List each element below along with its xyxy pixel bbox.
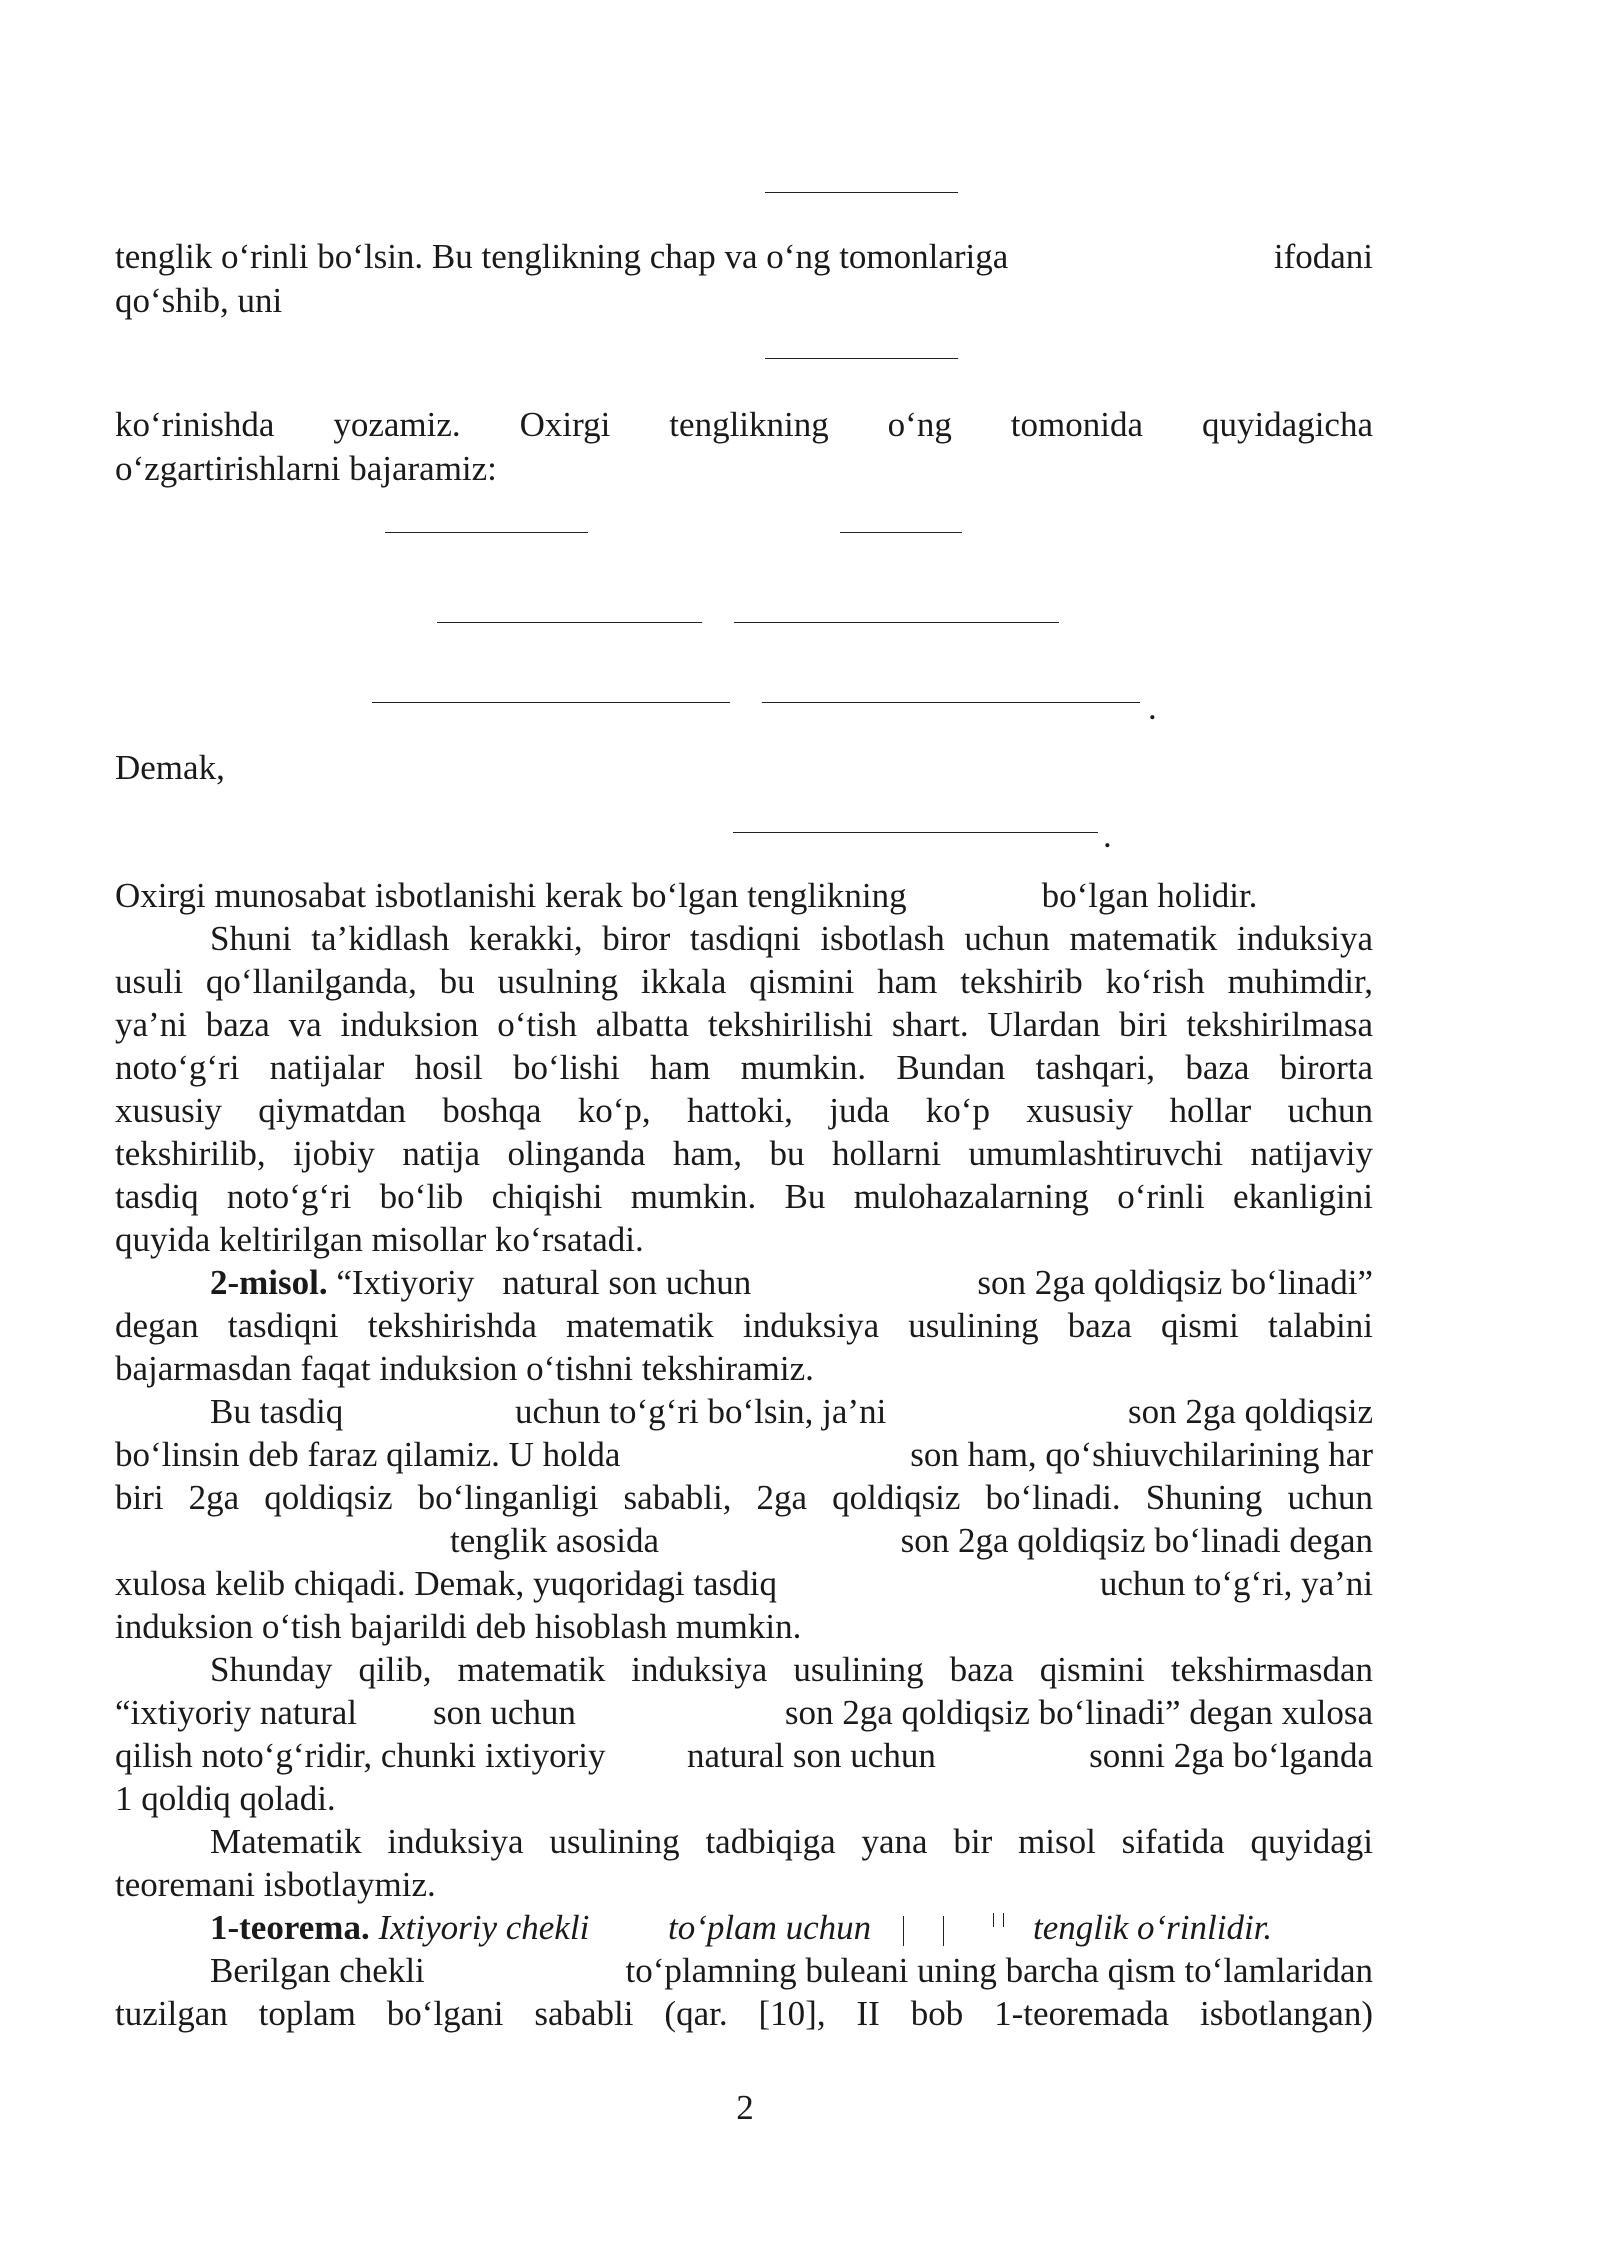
text-span: to‘plam uchun	[668, 1908, 872, 1947]
text-span: o‘zgartirishlarni bajaramiz:	[115, 449, 497, 488]
text-line	[115, 1476, 1373, 1519]
fraction-bar	[734, 622, 1059, 623]
text-line	[115, 746, 1373, 789]
period-mark: .	[1103, 816, 1112, 855]
text-span: 1 qoldiq qoladi.	[115, 1779, 336, 1818]
text-span: tasdiq noto‘g‘ri bo‘lib chiqishi mumkin. Bu mulohazalarning o‘rinli ekanligini	[115, 1177, 1373, 1216]
text-span: ifodani	[1273, 237, 1373, 276]
text-line	[115, 1218, 1373, 1261]
text-span: ko‘rinishda yozamiz. Oxirgi tenglikning o‘ng tomonida quyidagicha	[115, 405, 1373, 444]
text-span: son uchun	[433, 1693, 576, 1732]
text-line	[115, 1132, 1373, 1175]
text-span: son 2ga qoldiqsiz bo‘linadi”	[977, 1263, 1373, 1302]
fraction-bar	[437, 622, 702, 623]
text-span: noto‘g‘ri natijalar hosil bo‘lishi ham mumkin. Bundan tashqari, baza birorta	[115, 1048, 1373, 1087]
text-span: tenglik o‘rinli bo‘lsin. Bu tenglikning chap va o‘ng tomonlariga	[115, 237, 1009, 276]
period-mark: .	[1148, 688, 1157, 727]
text-span: teoremani isbotlaymiz.	[115, 1865, 436, 1904]
text-line	[115, 1304, 1373, 1347]
fraction-bar	[765, 358, 958, 359]
text-line	[115, 1175, 1373, 1218]
text-span: “ixtiyoriy natural	[115, 1693, 358, 1732]
text-line	[115, 1863, 1373, 1906]
text-span: xususiy qiymatdan boshqa ko‘p, hattoki, juda ko‘p xususiy hollar uchun	[115, 1091, 1373, 1130]
text-span: Matematik induksiya usulining tadbiqiga yana bir misol sifatida quyidagi	[210, 1822, 1373, 1861]
text-line	[115, 1433, 1373, 1476]
text-span: tuzilgan toplam bo‘lgani sababli (qar. [10], II bob 1-teoremada isbotlangan)	[115, 1994, 1373, 2033]
text-span: tekshirilib, ijobiy natija olinganda ham, bu hollarni umumlashtiruvchi natijaviy	[115, 1134, 1373, 1173]
text-span: son 2ga qoldiqsiz	[1128, 1392, 1373, 1431]
text-span: sonni 2ga bo‘lganda	[1089, 1736, 1373, 1775]
fraction-bar	[385, 532, 588, 533]
text-line	[210, 1820, 1373, 1863]
fraction-bar	[840, 532, 962, 533]
text-span: Demak,	[115, 748, 225, 787]
text-line	[115, 1605, 1373, 1648]
text-span: xulosa kelib chiqadi. Demak, yuqoridagi tasdiq	[115, 1564, 777, 1603]
fraction-bar	[372, 702, 730, 703]
text-span: uchun to‘g‘ri, ya’ni	[1099, 1564, 1373, 1603]
fraction-bar	[762, 702, 1140, 703]
text-span: “Ixtiyoriy	[336, 1263, 475, 1302]
text-span: Ixtiyoriy chekli	[378, 1908, 590, 1947]
text-span: bo‘linsin deb faraz qilamiz. U holda	[115, 1435, 621, 1474]
example-label: 2-misol.	[210, 1263, 328, 1302]
text-line	[115, 1046, 1373, 1089]
text-line	[210, 1261, 1373, 1304]
abs-bar	[993, 1913, 994, 1927]
text-span: son 2ga qoldiqsiz bo‘linadi degan	[900, 1521, 1373, 1560]
fraction-bar	[765, 192, 958, 193]
theorem-label: 1-teorema.	[210, 1908, 370, 1947]
text-span: son 2ga qoldiqsiz bo‘linadi” degan xulosa	[784, 1693, 1373, 1732]
text-line	[115, 1992, 1373, 2035]
text-line	[210, 917, 1373, 960]
text-line	[115, 447, 1373, 490]
text-line	[115, 1347, 1373, 1390]
text-span: qo‘shib, uni	[115, 281, 283, 320]
fraction-bar	[733, 832, 1098, 833]
text-span: bo‘lgan holidir.	[1041, 876, 1258, 915]
text-line	[115, 279, 1373, 322]
text-line	[115, 403, 1373, 446]
text-span: quyida keltirilgan misollar ko‘rsatadi.	[115, 1220, 644, 1259]
text-span: tenglik o‘rinlidir.	[1033, 1908, 1273, 1947]
text-line	[210, 1949, 1373, 1992]
text-span: natural son uchun	[502, 1263, 752, 1302]
text-span: degan tasdiqni tekshirishda matematik induksiya usulining baza qismi talabini	[115, 1306, 1373, 1345]
text-span: tenglik asosida	[450, 1521, 659, 1560]
text-line	[210, 1390, 1373, 1433]
text-line	[115, 1003, 1373, 1046]
text-span: Shunday qilib, matematik induksiya usulining baza qismini tekshirmasdan	[210, 1650, 1373, 1689]
text-span: Berilgan chekli	[210, 1951, 425, 1990]
abs-bar	[903, 1916, 904, 1946]
text-span: qilish noto‘g‘ridir, chunki ixtiyoriy	[115, 1736, 606, 1775]
text-line	[115, 874, 1373, 917]
text-span: uchun to‘g‘ri bo‘lsin, ja’ni	[515, 1392, 887, 1431]
abs-bar	[943, 1916, 944, 1946]
text-line	[210, 1648, 1373, 1691]
text-span: natural son uchun	[687, 1736, 936, 1775]
text-line	[210, 1906, 1373, 1949]
text-span: Bu tasdiq	[210, 1392, 344, 1431]
text-span: usuli qo‘llanilganda, bu usulning ikkala qismini ham tekshirib ko‘rish muhimdir,	[115, 962, 1373, 1001]
page-number: 2	[736, 2088, 754, 2127]
text-span: Shuni ta’kidlash kerakki, biror tasdiqni isbotlash uchun matematik induksiya	[210, 919, 1373, 958]
abs-bar	[1003, 1913, 1004, 1927]
text-line	[115, 960, 1373, 1003]
text-line	[115, 1089, 1373, 1132]
text-span: Oxirgi munosabat isbotlanishi kerak bo‘lgan tenglikning	[115, 876, 907, 915]
text-span: to‘plamning buleani uning barcha qism to‘lamlaridan	[625, 1951, 1373, 1990]
text-span: induksion o‘tish bajarildi deb hisoblash mumkin.	[115, 1607, 802, 1646]
text-span: bajarmasdan faqat induksion o‘tishni tekshiramiz.	[115, 1349, 814, 1388]
text-span: son ham, qo‘shiuvchilarining har	[910, 1435, 1373, 1474]
text-span: ya’ni baza va induksion o‘tish albatta tekshirilishi shart. Ulardan biri tekshirilmasa	[115, 1005, 1373, 1044]
text-line	[115, 1777, 1373, 1820]
text-line	[115, 1691, 1373, 1734]
text-line	[115, 235, 1373, 278]
text-line	[115, 1562, 1373, 1605]
text-span: biri 2ga qoldiqsiz bo‘linganligi sababli, 2ga qoldiqsiz bo‘linadi. Shuning uchun	[115, 1478, 1373, 1517]
text-line	[115, 1734, 1373, 1777]
